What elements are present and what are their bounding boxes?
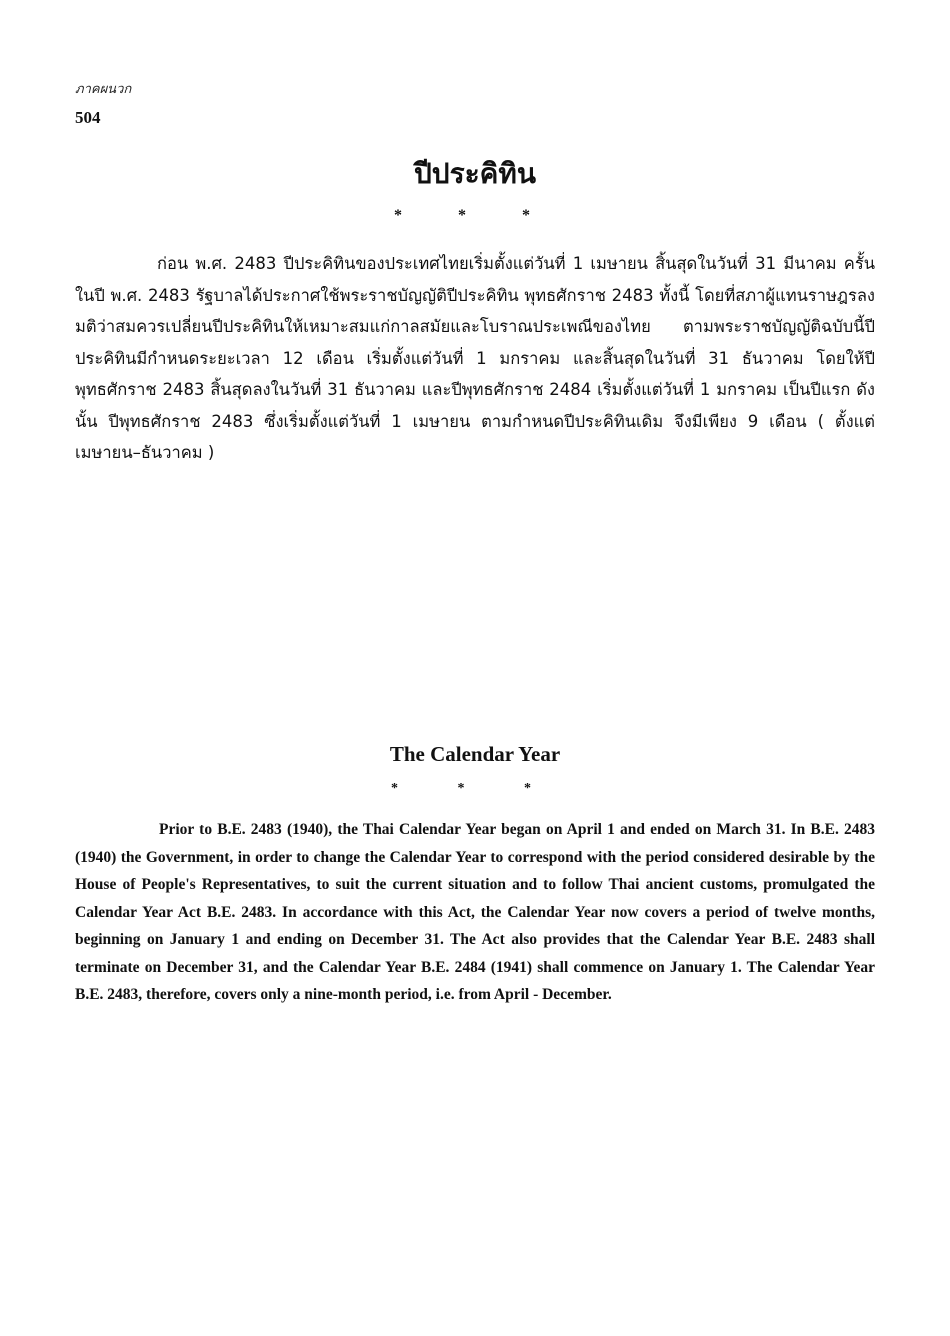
running-head: ภาคผนวก <box>75 82 132 97</box>
english-section-paragraph: Prior to B.E. 2483 (1940), the Thai Calendar Year began on April 1 and ended on March 31. In B.E. 2483 (1940) the Government, in order to change the Calendar Year to correspond with the period considered desirable by the House of People's Representatives, to suit the current situation and to follow Thai ancient customs, promulgated the Calendar Year Act B.E. 2483. In accordance with this Act, the Calendar Year now covers a period of twelve months, beginning on January 1 and ending on December 31. The Act also provides that the Calendar Year B.E. 2483 shall terminate on December 31, and the Calendar Year B.E. 2484 (1941) shall commence on January 1. The Calendar Year B.E. 2483, therefore, covers only a nine-month period, i.e. from April - December. <box>75 821 875 1003</box>
english-section-divider: * * * <box>391 781 559 796</box>
thai-section-title: ปีประคิทิน <box>414 157 536 190</box>
english-section-title: The Calendar Year <box>389 742 561 766</box>
page-number: 504 <box>75 108 101 127</box>
thai-section-divider: * * * <box>394 207 556 224</box>
thai-section-paragraph: ก่อน พ.ศ. 2483 ปีประคิทินของประเทศไทยเริ่มตั้งแต่วันที่ 1 เมษายน สิ้นสุดในวันที่ 31 มีนาคม ครั้นในปี พ.ศ. 2483 รัฐบาลได้ประกาศใช้พระราชบัญญัติปีประคิทิน พุทธศักราช 2483 ทั้งนี้ โดยที่สภาผู้แทนราษฎรลงมติว่าสมควรเปลี่ยนปีประคิทินให้เหมาะสมแก่กาลสมัยและโบราณประเพณีของไทย ตามพระราชบัญญัติฉบับนี้ปีประคิทินมีกำหนดระยะเวลา 12 เดือน เริ่มตั้งแต่วันที่ 1 มกราคม และสิ้นสุดในวันที่ 31 ธันวาคม โดยให้ปีพุทธศักราช 2483 สิ้นสุดลงในวันที่ 31 ธันวาคม และปีพุทธศักราช 2484 เริ่มตั้งแต่วันที่ 1 มกราคม เป็นปีแรก ดังนั้น ปีพุทธศักราช 2483 ซึ่งเริ่มตั้งแต่วันที่ 1 เมษายน ตามกำหนดปีประคิทินเดิม จึงมีเพียง 9 เดือน ( ตั้งแต่ เมษายน–ธันวาคม ) <box>75 254 875 462</box>
